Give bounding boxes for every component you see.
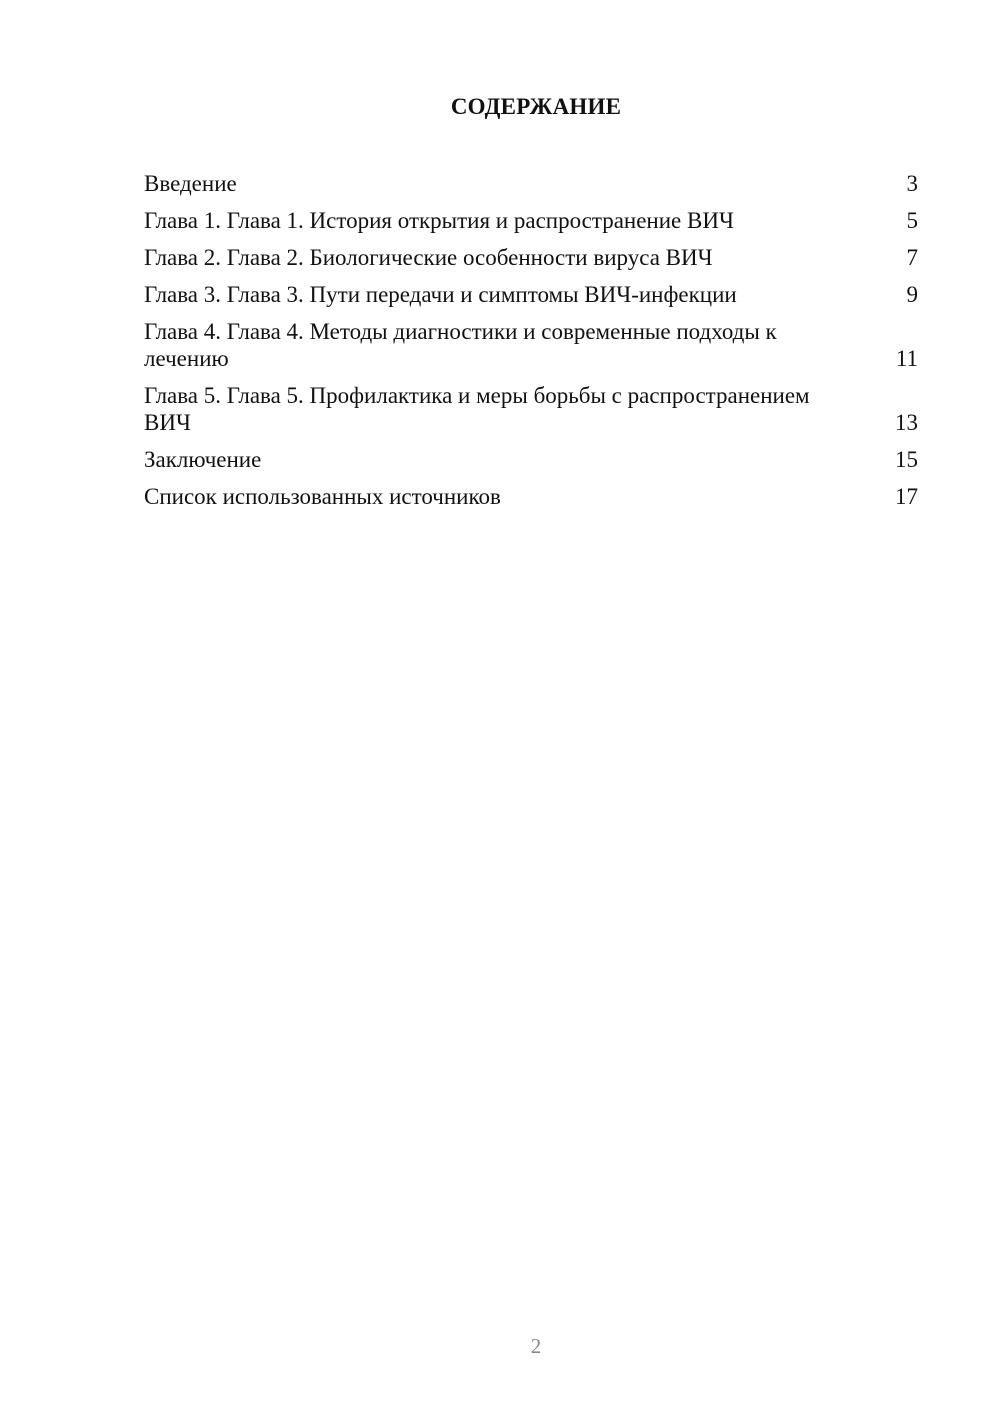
toc-entry-chapter-5[interactable] [144,382,918,436]
toc-entry-page: 15 [895,447,918,472]
toc-entry-text: Глава 4. Глава 4. Методы диагностики и современные подходы к лечению [144,319,777,371]
toc-entry-conclusion[interactable] [144,446,918,473]
toc-entry-chapter-4[interactable] [144,318,918,372]
toc-entry-text: Глава 5. Глава 5. Профилактика и меры борьбы с распространением ВИЧ [144,383,810,435]
toc-entry-text: Введение [144,171,237,196]
toc-entry-text: Глава 2. Глава 2. Биологические особенности вируса ВИЧ [144,245,713,270]
toc-entry-page: 13 [895,410,918,435]
toc-entry-text: Список использованных источников [144,484,501,509]
toc-entry-page: 3 [906,171,918,196]
toc-entry-page: 17 [895,484,918,509]
toc-entry-text: Глава 3. Глава 3. Пути передачи и симптомы ВИЧ-инфекции [144,282,737,307]
toc-entry-chapter-1[interactable] [144,207,918,234]
toc-entry-text: Глава 1. Глава 1. История открытия и распространение ВИЧ [144,208,734,233]
toc-entry-page: 7 [906,245,918,270]
toc-title: СОДЕРЖАНИЕ [450,94,622,119]
toc-entry-page: 5 [906,208,918,233]
toc-list [144,170,918,520]
toc-entry-chapter-2[interactable] [144,244,918,271]
page-number: 2 [530,1334,542,1358]
toc-entry-page: 9 [906,282,918,307]
toc-entry-page: 11 [895,346,918,371]
toc-entry-text: Заключение [144,447,262,472]
toc-entry-references[interactable] [144,483,918,510]
toc-entry-chapter-3[interactable] [144,281,918,308]
toc-entry-introduction[interactable] [144,170,918,197]
